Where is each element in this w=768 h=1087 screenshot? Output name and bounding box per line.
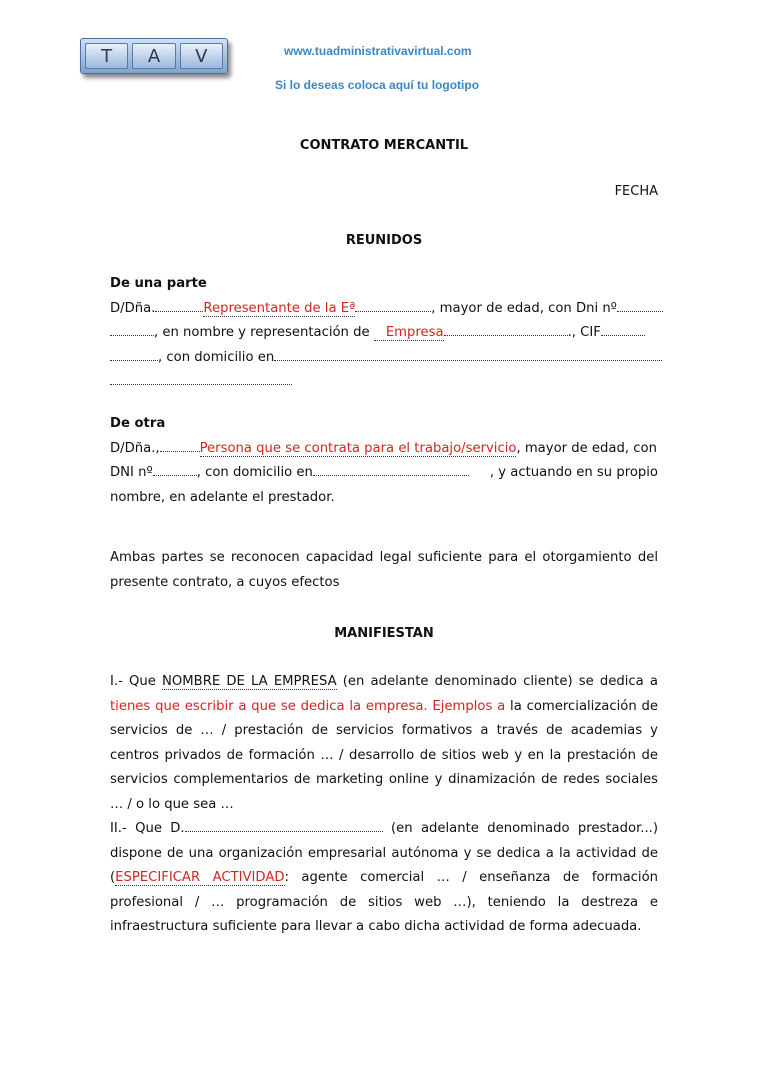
- punto-1: I.- Que NOMBRE DE LA EMPRESA (en adelante denominado cliente) se dedica a tienes que escribir a que se dedica la empresa. Ejemplos a la comercialización de servicios de … / prestación de servicios formativos a través de academias y centros privados de formación … / desarrollo de sitios web y en la prestación de servicios complementarios de marketing online y dinamización de redes sociales … / o lo que sea …: [110, 674, 658, 812]
- prestador-field[interactable]: [185, 817, 383, 832]
- dni-field-cont[interactable]: [110, 321, 154, 336]
- date-label: FECHA: [614, 184, 658, 199]
- website-link[interactable]: www.tuadministrativavirtual.com: [284, 44, 472, 58]
- parte-2: [110, 412, 658, 510]
- parte-2-line-2: DNI nº , con domicilio en , y actuando en su propio: [110, 461, 658, 486]
- instruction-text: tienes que escribir a que se dedica la empresa. Ejemplos a: [110, 698, 506, 714]
- cif-field[interactable]: [601, 321, 645, 336]
- parte-1-line-4: [110, 370, 658, 395]
- actividad-field[interactable]: ESPECIFICAR ACTIVIDAD: [115, 870, 285, 885]
- persona-field[interactable]: Persona que se contrata para el trabajo/servicio: [199, 440, 517, 456]
- dni-field[interactable]: [153, 461, 197, 476]
- parte-2-heading: De otra: [110, 416, 166, 431]
- blank-field[interactable]: [160, 437, 200, 452]
- representante-field[interactable]: Representante de la Eª: [203, 300, 356, 316]
- parte-1-line-1: D/Dña. Representante de la Eª , mayor de edad, con Dni nº: [110, 297, 658, 322]
- punto-2: II.- Que D. (en adelante denominado prestador...) dispone de una organización empresarial autónoma y se dedica a la actividad de (ESPECIFICAR ACTIVIDAD: agente comercial … / enseñanza de formación profesional / … programación de sitios web …), teniendo la destreza e infraestructura suficiente para llevar a cabo dicha actividad de forma adecuada.: [110, 817, 658, 940]
- parte-1-line-2: , en nombre y representación de Empresa ., CIF: [110, 321, 658, 346]
- parte-2-line-3: nombre, en adelante el prestador.: [110, 489, 335, 505]
- parte-1-line-3: , con domicilio en: [110, 346, 658, 371]
- tav-logo: [80, 38, 228, 74]
- document-title: CONTRATO MERCANTIL: [299, 138, 469, 153]
- manifiestan-heading: MANIFIESTAN: [334, 626, 434, 641]
- logo-letter: A: [132, 43, 175, 69]
- blank-field[interactable]: [444, 321, 568, 336]
- nombre-empresa-field[interactable]: NOMBRE DE LA EMPRESA: [162, 674, 337, 689]
- cif-field-cont[interactable]: [110, 346, 158, 361]
- parte-1-heading: De una parte: [110, 276, 207, 291]
- dni-field[interactable]: [617, 297, 663, 312]
- domicilio-field[interactable]: [313, 461, 469, 476]
- domicilio-field-cont[interactable]: [110, 370, 292, 385]
- blank-field[interactable]: [355, 297, 431, 312]
- logo-note: Si lo deseas coloca aquí tu logotipo: [275, 78, 480, 92]
- parte-1: [110, 272, 658, 395]
- logo-letter: T: [85, 43, 128, 69]
- empresa-field[interactable]: Empresa: [374, 325, 444, 341]
- blank-field[interactable]: [155, 297, 203, 312]
- ambas-paragraph: Ambas partes se reconocen capacidad legal suficiente para el otorgamiento del presente contrato, a cuyos efectos: [110, 550, 658, 590]
- logo-letter: V: [180, 43, 223, 69]
- reunidos-heading: REUNIDOS: [345, 233, 423, 248]
- parte-2-line-1: D/Dña., Persona que se contrata para el trabajo/servicio, mayor de edad, con: [110, 437, 658, 462]
- domicilio-field[interactable]: [274, 346, 662, 361]
